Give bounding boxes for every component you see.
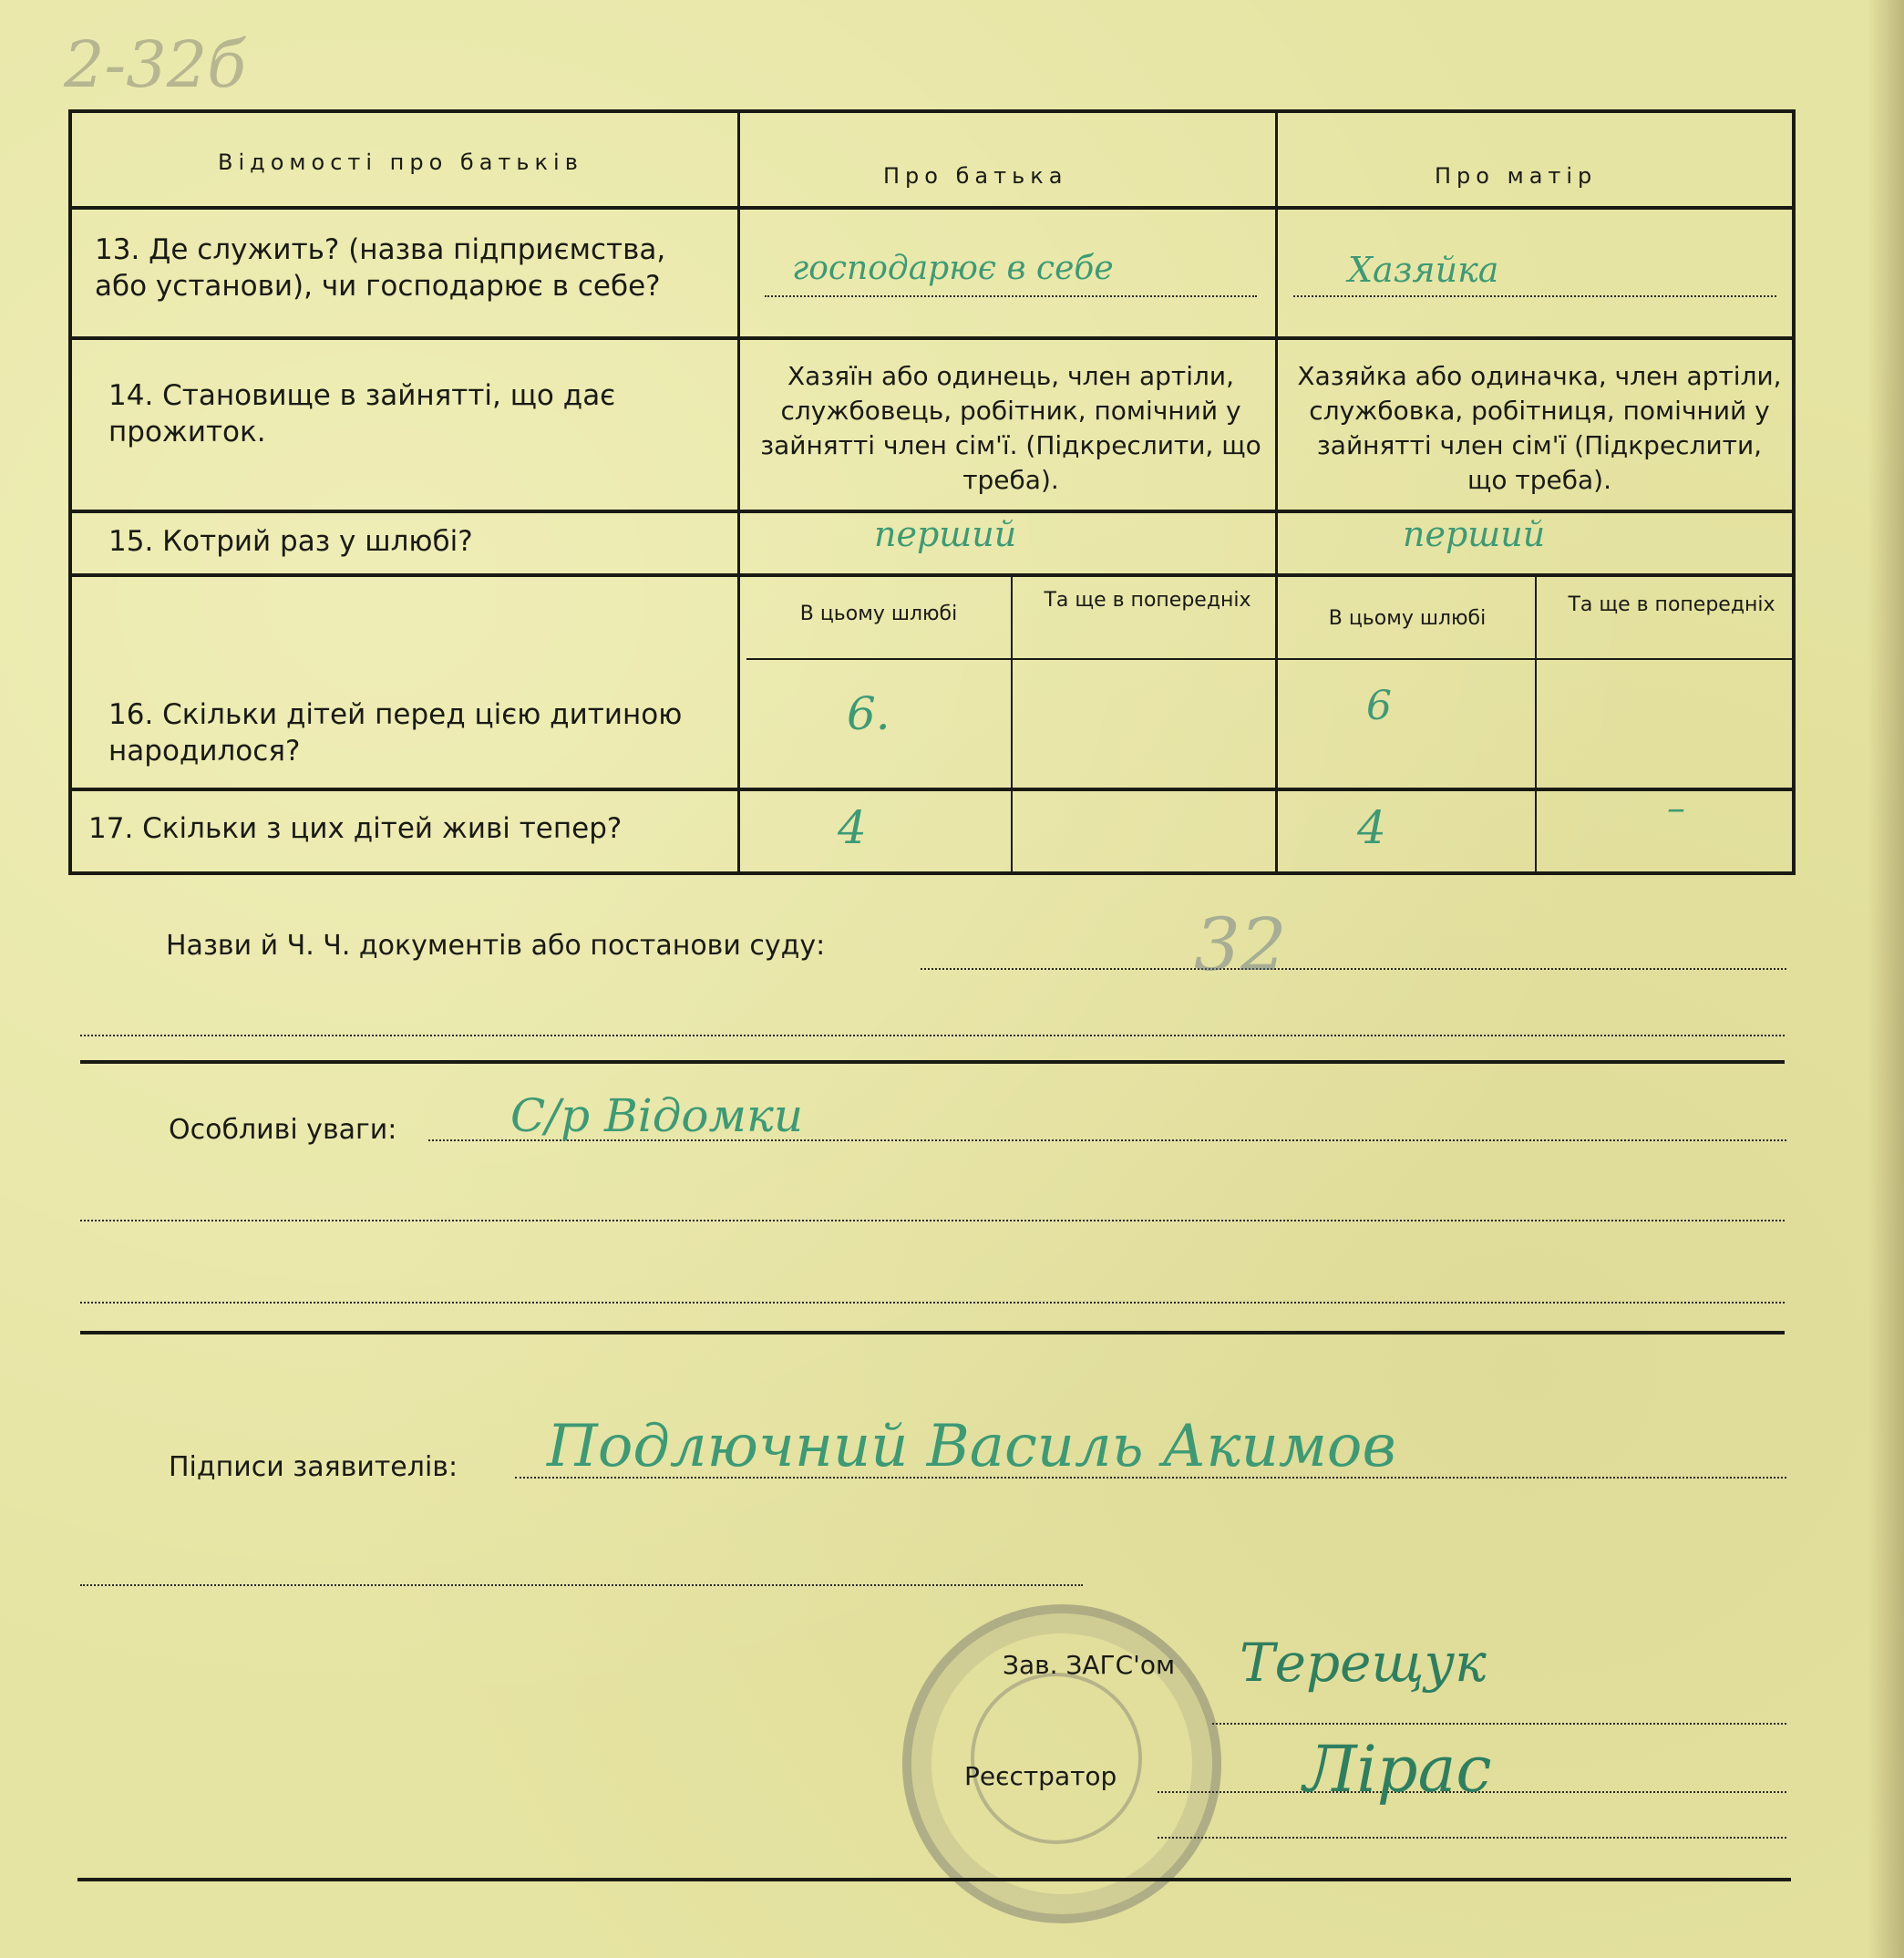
notes-label: Особливі уваги: <box>169 1114 397 1146</box>
table-rule-vertical <box>1011 573 1013 875</box>
question-14: 14. Становище в зайнятті, що дає прожиток. <box>108 379 616 448</box>
bottom-rule <box>77 1878 1791 1881</box>
table-rule <box>746 658 1792 660</box>
table-rule-vertical <box>1535 573 1537 875</box>
documents-line <box>921 968 1786 970</box>
zags-head-signature: Терещук <box>1240 1632 1487 1694</box>
father-living-this: 4 <box>838 801 867 854</box>
notes-value: С/р Відомки <box>510 1089 804 1142</box>
mother-occupation: Хазяйка <box>1348 250 1499 290</box>
question-13: 13. Де служить? (назва підприємства, або установи), чи господарює в себе? <box>95 233 666 303</box>
zags-head-label: Зав. ЗАГС'ом <box>1003 1650 1176 1680</box>
official-stamp-inner-ring <box>971 1673 1142 1844</box>
documents-number: 32 <box>1194 902 1287 987</box>
father-marriage-count: перший <box>874 514 1017 554</box>
signatures-line-2 <box>80 1584 1083 1586</box>
subheader-mother-this-marriage: В цьому шлюбі <box>1328 607 1487 630</box>
header-mother: Про матір <box>1435 163 1598 189</box>
mother-living-prev: – <box>1667 788 1685 830</box>
documents-line-2 <box>80 1035 1785 1036</box>
mother-children-this: 6 <box>1366 683 1392 729</box>
mother-marriage-count: перший <box>1403 514 1546 554</box>
page-edge <box>1868 0 1904 1958</box>
signatures-label: Підписи заявителів: <box>169 1451 458 1483</box>
question-15: 15. Котрий раз у шлюбі? <box>108 525 473 558</box>
section-rule <box>80 1331 1785 1335</box>
parents-table <box>68 109 1796 875</box>
subheader-father-this-marriage: В цьому шлюбі <box>799 603 958 625</box>
father-status-options: Хазяїн або одинець, член артіли, службовець, робітник, помічний у зайнятті член сім'ї. (Підкреслити, що треба). <box>760 361 1261 495</box>
father-children-this: 6. <box>847 687 890 740</box>
father-occupation: господарює в себе <box>792 250 1114 287</box>
section-rule <box>80 1060 1785 1064</box>
header-parents-info: Відомості про батьків <box>218 149 583 175</box>
table-rule <box>72 573 1792 577</box>
registrar-signature: Лірас <box>1303 1732 1492 1807</box>
subheader-mother-previous: Та ще в попередніх <box>1568 593 1775 616</box>
answer-line <box>1293 295 1776 297</box>
table-rule-vertical <box>1275 113 1278 875</box>
notes-line-2 <box>80 1220 1785 1221</box>
registrar-line-2 <box>1158 1837 1786 1839</box>
mother-status-options: Хазяйка або одиначка, член артіли, службовка, робітниця, помічний у зайнятті член сім'ї (Підкреслити, що треба). <box>1297 361 1782 495</box>
table-rule <box>72 510 1792 513</box>
zags-line <box>1212 1723 1786 1725</box>
subheader-father-previous: Та ще в попередніх <box>1044 589 1251 612</box>
header-father: Про батька <box>883 163 1068 189</box>
table-rule <box>72 788 1792 791</box>
answer-line <box>765 295 1257 297</box>
archive-mark: 2-32б <box>64 27 246 102</box>
table-rule-vertical <box>737 113 740 875</box>
question-16: 16. Скільки дітей перед цією дитиною народилося? <box>108 698 683 768</box>
question-17: 17. Скільки з цих дітей живі тепер? <box>88 812 623 845</box>
registrar-label: Реєстратор <box>964 1761 1117 1791</box>
notes-line-3 <box>80 1302 1785 1304</box>
table-rule <box>72 206 1792 210</box>
mother-living-this: 4 <box>1357 801 1386 854</box>
applicants-signature: Подлючний Василь Акимов <box>547 1413 1396 1480</box>
table-rule <box>72 336 1792 340</box>
documents-label: Назви й Ч. Ч. документів або постанови суду: <box>166 930 826 962</box>
